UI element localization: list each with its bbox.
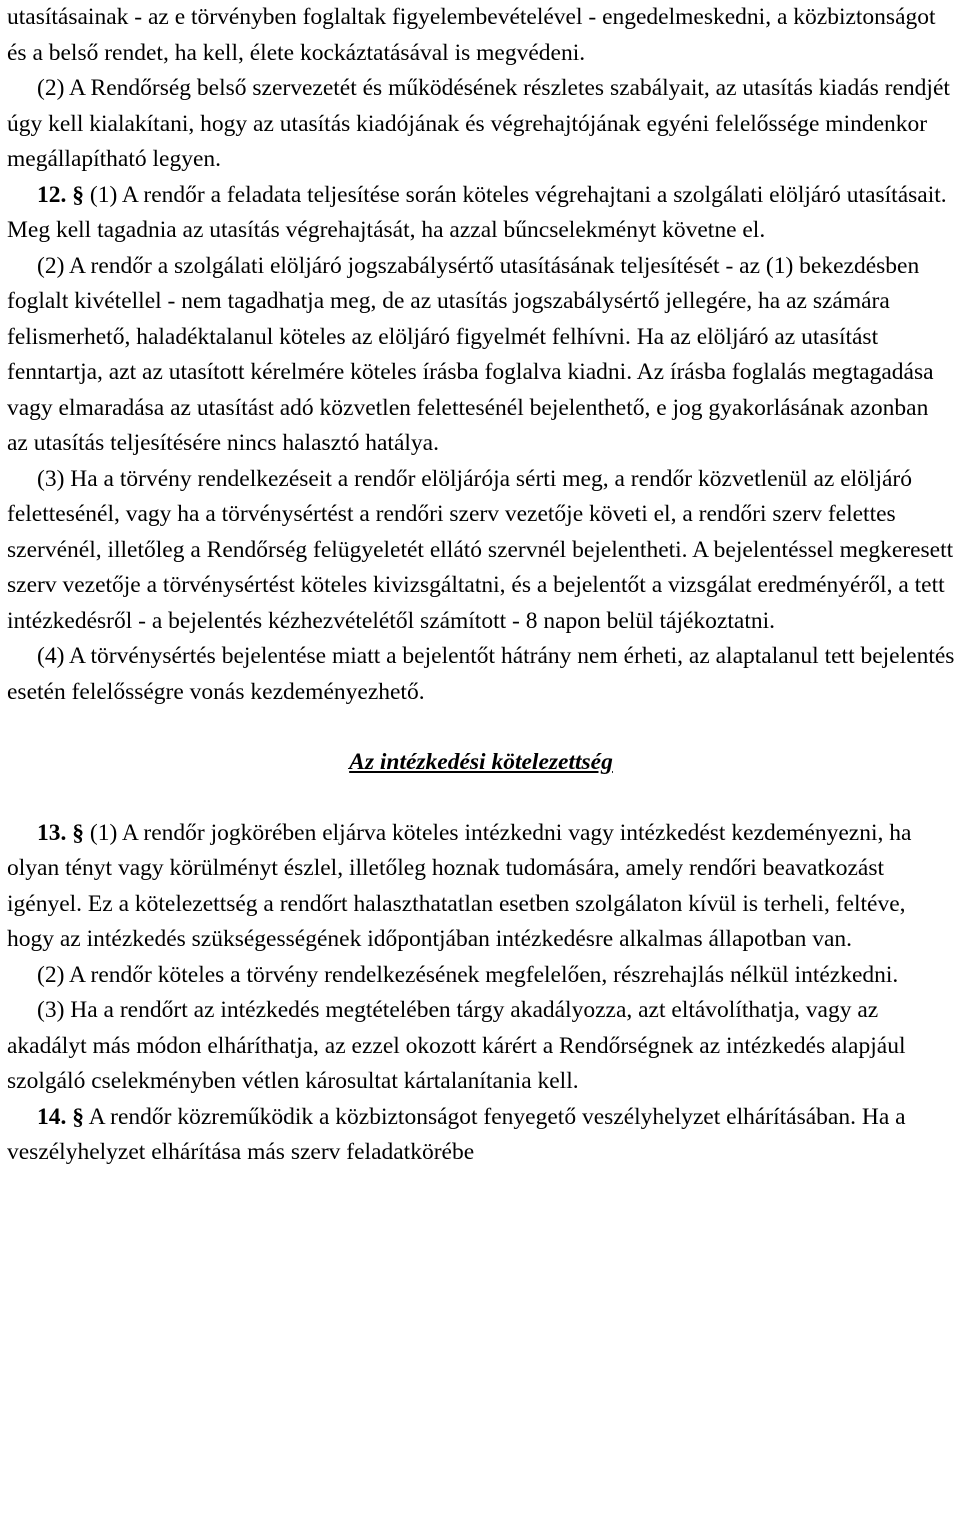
article-14-number: 14. <box>37 1103 67 1130</box>
article-13-paragraph-2: (2) A rendőr köteles a törvény rendelkezésének megfelelően, részrehajlás nélkül intézkedni. <box>37 961 899 988</box>
article-13-paragraph-3: (3) Ha a rendőrt az intézkedés megtételében tárgy akadályozza, azt eltávolíthatja, vagy az akadályt más módon elháríthatja, az ezzel okozott kárért a Rendőrségnek az intézkedés alapjául szolgáló cselekményben vétlen károsultat kártalanítania kell. <box>7 997 906 1094</box>
article-13-number: 13. <box>37 819 67 846</box>
section-sign-icon: § <box>72 819 84 846</box>
article-13-paragraph-1 <box>7 816 955 958</box>
section-sign-icon: § <box>72 1103 84 1130</box>
article-12-paragraph-2: (2) A rendőr a szolgálati elöljáró jogszabálysértő utasításának teljesítését - az (1) bekezdésben foglalt kivétellel - nem tagadhatja meg, de az utasítás jogszabálysértő jellegére, ha az számára felismerhető, haladéktalanul köteles az elöljáró figyelmét felhívni. Ha az elöljáró az utasítást fenntartja, azt az utasított kérelmére köteles írásba foglalva kiadni. Az írásba foglalás megtagadása vagy elmaradása az utasítást adó közvetlen felettesénél bejelenthető, e jog gyakorlásának azonban az utasítás teljesítésére nincs halasztó hatálya. <box>7 252 934 456</box>
section-heading: Az intézkedési kötelezettség <box>349 749 613 775</box>
section-sign-icon: § <box>72 181 84 208</box>
article-14-paragraph-1 <box>7 1100 955 1171</box>
article-13-text-1: (1) A rendőr jogkörében eljárva köteles intézkedni vagy intézkedést kezdeményezni, ha olyan tényt vagy körülményt észlel, illetőleg hoznak tudomására, amely rendőri beavatkozást igényel. Ez a kötelezettség a rendőrt halaszthatatlan esetben szolgálaton kívül is terheli, feltéve, hogy az intézkedés szükségességének időpontjában intézkedésre alkalmas állapotban van. <box>7 819 912 952</box>
article-12-paragraph-4: (4) A törvénysértés bejelentése miatt a bejelentőt hátrány nem érheti, az alaptalanul tett bejelentés esetén felelősségre vonás kezdeményezhető. <box>7 643 955 705</box>
article-12-number: 12. <box>37 181 67 208</box>
article-12-paragraph-1 <box>7 178 955 249</box>
paragraph-continuation: utasításainak - az e törvényben foglaltak figyelembevételével - engedelmeskedni, a közbiztonságot és a belső rendet, ha kell, élete kockáztatásával is megvédeni. <box>7 4 936 66</box>
paragraph-11-2: (2) A Rendőrség belső szervezetét és működésének részletes szabályait, az utasítás kiadás rendjét úgy kell kialakítani, hogy az utasítás kiadójának és végrehajtójának egyéni felelőssége mindenkor megállapítható legyen. <box>7 75 950 172</box>
article-12-text-1: (1) A rendőr a feladata teljesítése során köteles végrehajtani a szolgálati elöljáró utasításait. Meg kell tagadnia az utasítás végrehajtását, ha azzal bűncselekményt követne el. <box>7 181 947 243</box>
article-14-text-1: A rendőr közreműködik a közbiztonságot fenyegető veszélyhelyzet elhárításában. Ha a veszélyhelyzet elhárítása más szerv feladatkörébe <box>7 1103 906 1165</box>
document-page <box>7 0 955 1171</box>
article-12-paragraph-3: (3) Ha a törvény rendelkezéseit a rendőr elöljárója sérti meg, a rendőr közvetlenül az elöljáró felettesénél, vagy ha a törvénysértést a rendőri szerv vezetője követi el, a rendőri szerv felettes szervénél, illetőleg a Rendőrség felügyeletét ellátó szervnél bejelentheti. A bejelentéssel megkeresett szerv vezetője a törvénysértést köteles kivizsgáltatni, és a bejelentőt a vizsgálat eredményéről, a tett intézkedésről - a bejelentés kézhezvételétől számított - 8 napon belül tájékoztatni. <box>7 465 954 634</box>
